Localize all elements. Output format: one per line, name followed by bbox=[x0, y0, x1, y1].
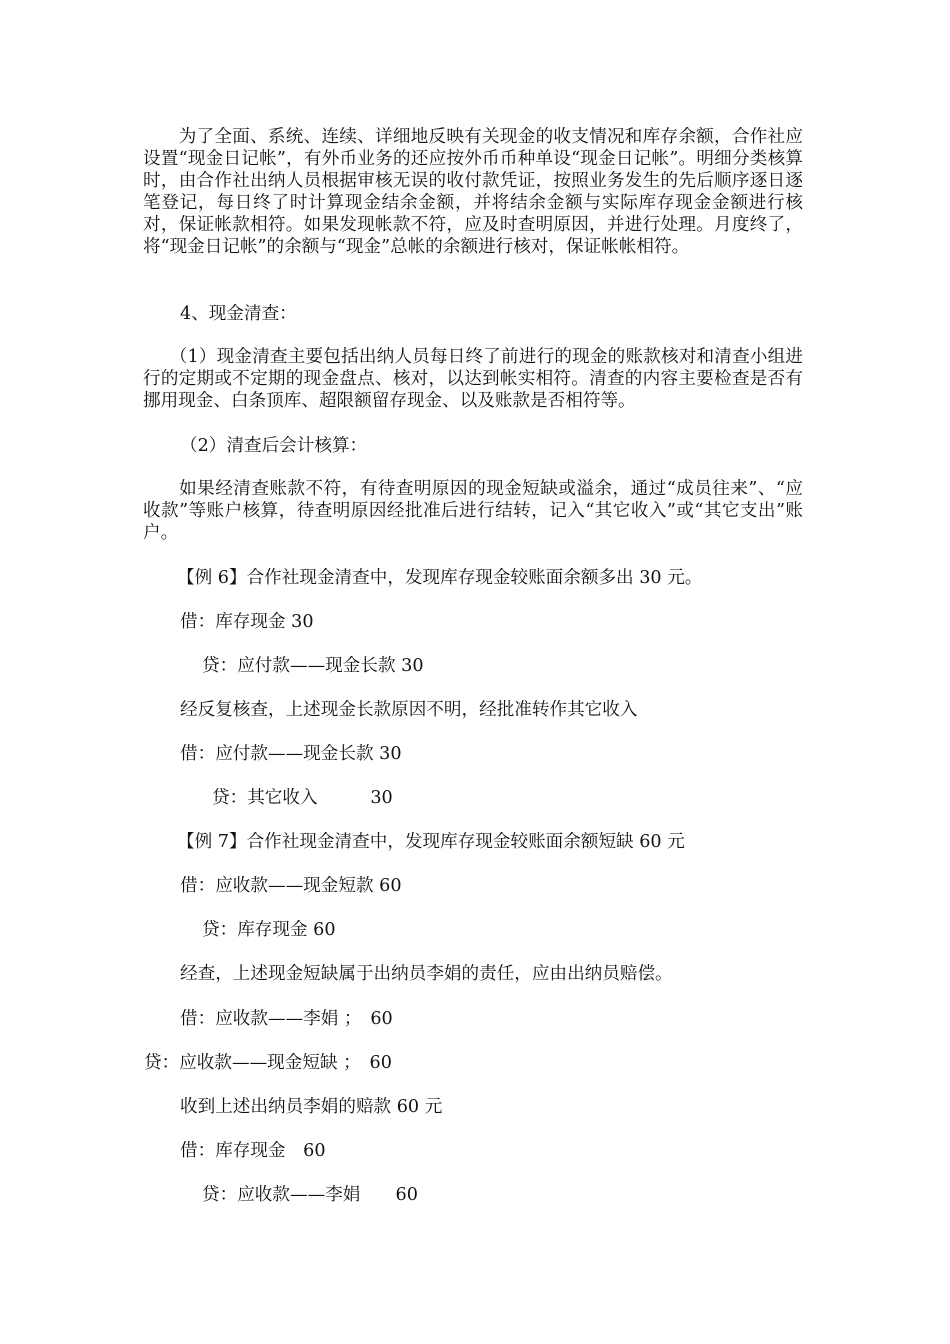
section-heading: 4、现金清查： bbox=[180, 304, 297, 324]
ex6-entry2-debit: 借：应付款——现金长款 30 bbox=[180, 744, 402, 764]
ex7-entry3-debit: 借：库存现金 60 bbox=[180, 1141, 326, 1161]
ex6-entry1-debit: 借：库存现金 30 bbox=[180, 612, 314, 632]
item2-paragraph: 如果经清查账款不符，有待查明原因的现金短缺或溢余，通过“成员往来”、“应收款”等账户核算，待查明原因经批准后进行结转，记入“其它收入”或“其它支出”账户。 bbox=[143, 479, 803, 543]
example6-title: 【例 6】合作社现金清查中，发现库存现金较账面余额多出 30 元。 bbox=[177, 568, 703, 588]
ex7-note2: 收到上述出纳员李娟的赔款 60 元 bbox=[180, 1097, 443, 1117]
ex6-entry2-credit: 贷：其它收入 30 bbox=[212, 788, 393, 808]
ex6-entry1-credit: 贷：应付款——现金长款 30 bbox=[202, 656, 424, 676]
ex7-entry2-credit: 贷：应收款——现金短缺 ； 60 bbox=[144, 1053, 392, 1073]
item1-paragraph: （1）现金清查主要包括出纳人员每日终了前进行的现金的账款核对和清查小组进行的定期或不定期的现金盘点、核对，以达到帐实相符。清查的内容主要检查是否有挪用现金、白条顶库、超限额留存现金、以及账款是否相符等。 bbox=[143, 347, 803, 411]
ex7-entry3-credit: 贷：应收款——李娟 60 bbox=[202, 1185, 418, 1205]
ex7-entry1-credit: 贷：库存现金 60 bbox=[202, 920, 336, 940]
ex6-note: 经反复核查，上述现金长款原因不明，经批准转作其它收入 bbox=[180, 700, 638, 720]
ex7-entry1-debit: 借：应收款——现金短款 60 bbox=[180, 876, 402, 896]
intro-paragraph: 为了全面、系统、连续、详细地反映有关现金的收支情况和库存余额，合作社应设置“现金日记帐”，有外币业务的还应按外币币种单设“现金日记帐”。明细分类核算时，由合作社出纳人员根据审核无误的收付款凭证，按照业务发生的先后顺序逐日逐笔登记，每日终了时计算现金结余金额，并将结余金额与实际库存现金金额进行核对，保证帐款相符。如果发现帐款不符，应及时查明原因，并进行处理。月度终了，将“现金日记帐”的余额与“现金”总帐的余额进行核对，保证帐帐相符。 bbox=[143, 127, 803, 257]
example7-title: 【例 7】合作社现金清查中，发现库存现金较账面余额短缺 60 元 bbox=[177, 832, 685, 852]
item2-heading: （2）清查后会计核算： bbox=[180, 436, 368, 456]
ex7-entry2-debit: 借：应收款——李娟 ； 60 bbox=[180, 1009, 393, 1029]
ex7-note: 经查，上述现金短缺属于出纳员李娟的责任，应由出纳员赔偿。 bbox=[180, 964, 673, 984]
